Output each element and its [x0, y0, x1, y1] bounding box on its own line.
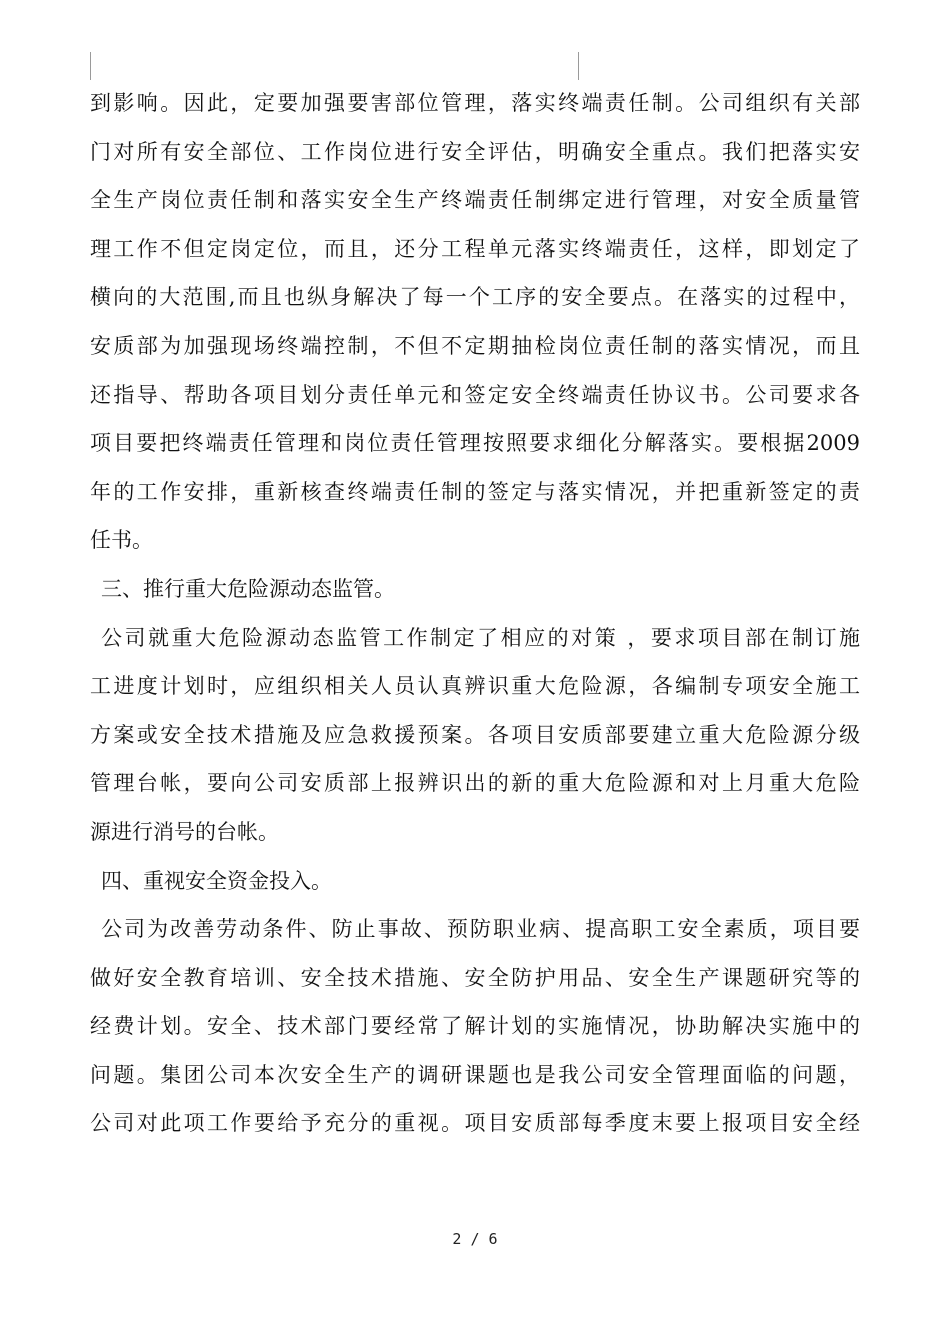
body-line-4: 理工作不但定岗定位，而且，还分工程单元落实终端责任，这样，即划定了: [90, 236, 860, 261]
body-line-12: 公司就重大危险源动态监管工作制定了相应的对策 ，要求项目部在制订施: [101, 625, 860, 650]
body-line-9: 年的工作安排，重新核查终端责任制的签定与落实情况，并把重新签定的责: [90, 479, 860, 504]
body-line-2: 门对所有安全部位、工作岗位进行安全评估，明确安全重点。我们把落实安: [90, 139, 860, 164]
section-heading-3: 三、推行重大危险源动态监管。: [101, 576, 395, 601]
body-line-10: 任书。: [90, 528, 153, 553]
document-body: [90, 79, 860, 1148]
body-line-14: 方案或安全技术措施及应急救援预案。各项目安质部要建立重大危险源分级: [90, 722, 860, 747]
body-line-3: 全生产岗位责任制和落实安全生产终端责任制绑定进行管理，对安全质量管: [90, 188, 860, 213]
body-line-1: 到影响。因此，定要加强要害部位管理，落实终端责任制。公司组织有关部: [90, 91, 860, 115]
body-line-21: 问题。集团公司本次安全生产的调研课题也是我公司安全管理面临的问题，: [90, 1062, 860, 1087]
body-line-20: 经费计划。安全、技术部门要经常了解计划的实施情况，协助解决实施中的: [90, 1014, 860, 1039]
section-heading-4: 四、重视安全资金投入。: [101, 868, 332, 893]
body-line-16: 源进行消号的台帐。: [90, 819, 279, 844]
body-line-5: 横向的大范围,而且也纵身解决了每一个工序的安全要点。在落实的过程中，: [90, 285, 860, 310]
body-line-7: 还指导、帮助各项目划分责任单元和签定安全终端责任协议书。公司要求各: [90, 382, 860, 407]
body-line-15: 管理台帐，要向公司安质部上报辨识出的新的重大危险源和对上月重大危险: [90, 771, 860, 796]
body-line-22: 公司对此项工作要给予充分的重视。项目安质部每季度末要上报项目安全经: [90, 1111, 860, 1136]
body-line-19: 做好安全教育培训、安全技术措施、安全防护用品、安全生产课题研究等的: [90, 965, 860, 990]
page-number: 2 / 6: [452, 1230, 498, 1248]
crop-mark-right: [578, 52, 579, 80]
body-line-6: 安质部为加强现场终端控制，不但不定期抽检岗位责任制的落实情况，而且: [90, 333, 860, 358]
body-line-18: 公司为改善劳动条件、防止事故、预防职业病、提高职工安全素质，项目要: [101, 917, 860, 942]
crop-mark-left: [90, 52, 91, 80]
body-line-13: 工进度计划时，应组织相关人员认真辨识重大危险源，各编制专项安全施工: [90, 674, 860, 699]
body-line-8: 项目要把终端责任管理和岗位责任管理按照要求细化分解落实。要根据2009: [90, 431, 860, 456]
